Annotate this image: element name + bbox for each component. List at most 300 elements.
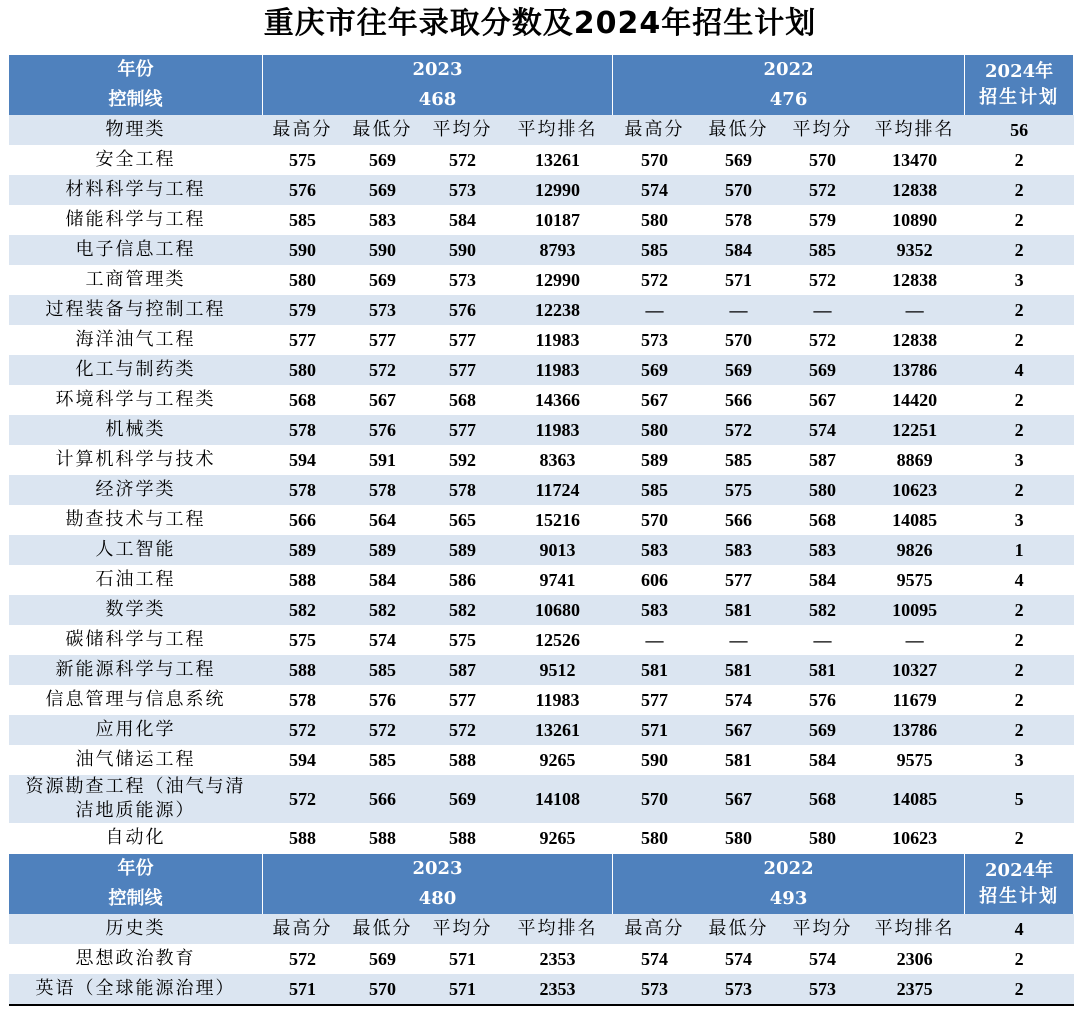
score-cell: 573 <box>423 265 503 295</box>
score-cell: 580 <box>613 205 697 235</box>
score-cell: 585 <box>343 745 423 775</box>
score-cell: 578 <box>343 475 423 505</box>
major-name: 储能科学与工程 <box>9 205 263 235</box>
score-cell: 594 <box>263 445 343 475</box>
column-header: 平均排名 <box>865 914 965 944</box>
table-row <box>9 445 1074 475</box>
column-header: 平均排名 <box>503 914 613 944</box>
score-cell: 574 <box>697 944 781 974</box>
score-cell: 568 <box>781 505 865 535</box>
score-cell: 580 <box>781 475 865 505</box>
score-cell: 12526 <box>503 625 613 655</box>
score-cell: 11983 <box>503 325 613 355</box>
score-cell: 569 <box>343 145 423 175</box>
table-row <box>9 625 1074 655</box>
score-cell: 573 <box>697 974 781 1005</box>
plan-header-line1: 2024年 <box>985 61 1054 82</box>
table-row <box>9 235 1074 265</box>
score-cell: 567 <box>697 715 781 745</box>
score-cell: 11679 <box>865 685 965 715</box>
score-cell: 584 <box>781 565 865 595</box>
column-header: 最高分 <box>263 115 343 145</box>
table-row <box>9 295 1074 325</box>
year-label: 年份 <box>9 854 263 885</box>
score-cell: 582 <box>263 595 343 625</box>
score-cell: 572 <box>781 325 865 355</box>
score-cell: 589 <box>613 445 697 475</box>
score-cell: 573 <box>781 974 865 1005</box>
score-cell: 584 <box>423 205 503 235</box>
score-cell: 581 <box>697 655 781 685</box>
score-cell: 569 <box>613 355 697 385</box>
score-cell: 582 <box>423 595 503 625</box>
plan-count: 3 <box>965 445 1074 475</box>
table-row <box>9 265 1074 295</box>
table-row <box>9 775 1074 823</box>
score-cell: 14420 <box>865 385 965 415</box>
score-cell: 568 <box>423 385 503 415</box>
table-row <box>9 145 1074 175</box>
plan-count: 2 <box>965 625 1074 655</box>
category-label: 历史类 <box>9 914 263 944</box>
plan-header-line2: 招生计划 <box>979 886 1060 907</box>
plan-header-line1: 2024年 <box>985 860 1054 881</box>
column-header: 平均排名 <box>503 115 613 145</box>
score-cell: 577 <box>343 325 423 355</box>
score-cell: 9352 <box>865 235 965 265</box>
score-cell: 577 <box>263 325 343 355</box>
plan-count: 2 <box>965 595 1074 625</box>
major-name: 信息管理与信息系统 <box>9 685 263 715</box>
major-name: 新能源科学与工程 <box>9 655 263 685</box>
score-cell: 587 <box>423 655 503 685</box>
score-cell: 9826 <box>865 535 965 565</box>
score-cell: 578 <box>423 475 503 505</box>
major-name: 经济学类 <box>9 475 263 505</box>
score-cell: 565 <box>423 505 503 535</box>
score-cell: 571 <box>263 974 343 1005</box>
major-name-line2: 洁地质能源） <box>75 800 196 821</box>
plan-count: 3 <box>965 745 1074 775</box>
score-cell: 10890 <box>865 205 965 235</box>
plan-count: 3 <box>965 505 1074 535</box>
column-header: 平均分 <box>781 914 865 944</box>
score-cell: 566 <box>697 385 781 415</box>
score-cell: 570 <box>613 775 697 823</box>
score-cell: 14366 <box>503 385 613 415</box>
score-cell: 9013 <box>503 535 613 565</box>
score-cell: — <box>865 625 965 655</box>
score-cell: 570 <box>613 505 697 535</box>
score-cell: 8793 <box>503 235 613 265</box>
score-cell: 572 <box>613 265 697 295</box>
score-cell: 8363 <box>503 445 613 475</box>
score-cell: 590 <box>613 745 697 775</box>
score-cell: 573 <box>613 974 697 1005</box>
score-cell: — <box>697 625 781 655</box>
year-header-row <box>9 55 1074 86</box>
column-header: 最高分 <box>613 115 697 145</box>
score-cell: 12990 <box>503 265 613 295</box>
control-line-2023: 480 <box>263 884 613 914</box>
column-header: 最低分 <box>697 115 781 145</box>
score-cell: 12838 <box>865 325 965 355</box>
major-name: 环境科学与工程类 <box>9 385 263 415</box>
score-cell: 578 <box>263 685 343 715</box>
score-cell: 12990 <box>503 175 613 205</box>
major-name: 材料科学与工程 <box>9 175 263 205</box>
major-name: 工商管理类 <box>9 265 263 295</box>
score-cell: 577 <box>423 685 503 715</box>
plan-count: 4 <box>965 355 1074 385</box>
major-name: 油气储运工程 <box>9 745 263 775</box>
control-line-label: 控制线 <box>9 85 263 115</box>
score-cell: 576 <box>343 685 423 715</box>
score-cell: 578 <box>263 415 343 445</box>
score-cell: 575 <box>697 475 781 505</box>
score-cell: 569 <box>343 944 423 974</box>
table-row <box>9 745 1074 775</box>
table-row <box>9 715 1074 745</box>
score-cell: 589 <box>343 535 423 565</box>
score-cell: 11983 <box>503 355 613 385</box>
plan-count: 2 <box>965 715 1074 745</box>
score-cell: 15216 <box>503 505 613 535</box>
score-cell: 584 <box>343 565 423 595</box>
score-cell: 570 <box>613 145 697 175</box>
score-cell: — <box>781 295 865 325</box>
score-cell: 580 <box>613 823 697 854</box>
score-cell: 575 <box>423 625 503 655</box>
score-cell: 574 <box>781 415 865 445</box>
table-row <box>9 565 1074 595</box>
score-cell: 591 <box>343 445 423 475</box>
major-name: 数学类 <box>9 595 263 625</box>
score-cell: 574 <box>613 944 697 974</box>
score-cell: 577 <box>423 355 503 385</box>
score-cell: 574 <box>343 625 423 655</box>
column-header: 最高分 <box>263 914 343 944</box>
column-header: 最低分 <box>697 914 781 944</box>
score-cell: 589 <box>423 535 503 565</box>
score-cell: 568 <box>781 775 865 823</box>
score-cell: 583 <box>613 595 697 625</box>
score-cell: 577 <box>613 685 697 715</box>
score-cell: 14085 <box>865 505 965 535</box>
column-header-row <box>9 914 1074 944</box>
score-cell: 579 <box>263 295 343 325</box>
score-cell: 572 <box>781 175 865 205</box>
year-2022-header: 2022 <box>613 55 965 86</box>
control-line-label: 控制线 <box>9 884 263 914</box>
plan-count: 2 <box>965 235 1074 265</box>
score-cell: 564 <box>343 505 423 535</box>
score-cell: 14085 <box>865 775 965 823</box>
score-cell: 571 <box>423 944 503 974</box>
score-cell: 570 <box>697 175 781 205</box>
score-cell: 566 <box>697 505 781 535</box>
plan-count: 2 <box>965 175 1074 205</box>
score-cell: 588 <box>263 655 343 685</box>
major-name: 电子信息工程 <box>9 235 263 265</box>
score-cell: 570 <box>343 974 423 1005</box>
score-cell: 572 <box>697 415 781 445</box>
plan-count: 2 <box>965 944 1074 974</box>
score-cell: 590 <box>263 235 343 265</box>
score-cell: 572 <box>423 715 503 745</box>
plan-count: 1 <box>965 535 1074 565</box>
score-cell: — <box>865 295 965 325</box>
score-cell: 588 <box>423 745 503 775</box>
score-cell: 592 <box>423 445 503 475</box>
score-cell: 590 <box>423 235 503 265</box>
score-cell: 573 <box>613 325 697 355</box>
major-name: 英语（全球能源治理） <box>9 974 263 1005</box>
score-cell: 574 <box>781 944 865 974</box>
score-cell: 11724 <box>503 475 613 505</box>
score-cell: 566 <box>263 505 343 535</box>
score-cell: 568 <box>263 385 343 415</box>
table-row <box>9 595 1074 625</box>
score-cell: 10187 <box>503 205 613 235</box>
plan-count: 2 <box>965 145 1074 175</box>
score-cell: 571 <box>613 715 697 745</box>
plan-header <box>965 55 1074 116</box>
score-cell: 569 <box>697 145 781 175</box>
table-row <box>9 974 1074 1005</box>
score-cell: 580 <box>613 415 697 445</box>
control-line-2022: 493 <box>613 884 965 914</box>
score-cell: 567 <box>697 775 781 823</box>
score-cell: 583 <box>781 535 865 565</box>
score-cell: 580 <box>781 823 865 854</box>
score-cell: 576 <box>263 175 343 205</box>
score-cell: 580 <box>263 355 343 385</box>
major-name: 计算机科学与技术 <box>9 445 263 475</box>
score-cell: 574 <box>697 685 781 715</box>
score-cell: 590 <box>343 235 423 265</box>
score-cell: 13261 <box>503 715 613 745</box>
score-cell: 588 <box>423 823 503 854</box>
table-row <box>9 535 1074 565</box>
column-header: 平均排名 <box>865 115 965 145</box>
score-cell: 567 <box>343 385 423 415</box>
major-name-line1: 资源勘查工程（油气与清 <box>25 776 246 797</box>
table-row <box>9 325 1074 355</box>
plan-header-line2: 招生计划 <box>979 87 1060 108</box>
column-header: 平均分 <box>423 914 503 944</box>
table-row <box>9 415 1074 445</box>
plan-header <box>965 854 1074 915</box>
score-cell: 587 <box>781 445 865 475</box>
score-cell: 585 <box>781 235 865 265</box>
score-cell: 594 <box>263 745 343 775</box>
score-cell: 575 <box>263 625 343 655</box>
major-name: 应用化学 <box>9 715 263 745</box>
column-header: 平均分 <box>423 115 503 145</box>
score-cell: 572 <box>263 775 343 823</box>
score-cell: 9741 <box>503 565 613 595</box>
score-cell: 576 <box>781 685 865 715</box>
plan-count: 2 <box>965 685 1074 715</box>
score-cell: 577 <box>697 565 781 595</box>
score-cell: 582 <box>781 595 865 625</box>
score-cell: 9265 <box>503 823 613 854</box>
score-cell: 14108 <box>503 775 613 823</box>
page-title: 重庆市往年录取分数及2024年招生计划 <box>263 6 817 41</box>
major-name <box>9 775 263 823</box>
score-cell: 10095 <box>865 595 965 625</box>
category-label: 物理类 <box>9 115 263 145</box>
table-row <box>9 944 1074 974</box>
column-header: 最低分 <box>343 115 423 145</box>
table-row <box>9 205 1074 235</box>
score-cell: 586 <box>423 565 503 595</box>
score-cell: 585 <box>613 475 697 505</box>
score-cell: 585 <box>697 445 781 475</box>
table-row <box>9 175 1074 205</box>
plan-count: 2 <box>965 415 1074 445</box>
control-line-row <box>9 884 1074 914</box>
score-cell: 578 <box>697 205 781 235</box>
score-cell: 577 <box>423 415 503 445</box>
score-cell: 577 <box>423 325 503 355</box>
score-cell: 582 <box>343 595 423 625</box>
score-cell: 10327 <box>865 655 965 685</box>
score-cell: 572 <box>263 944 343 974</box>
score-cell: 2375 <box>865 974 965 1005</box>
score-cell: — <box>613 295 697 325</box>
score-cell: 580 <box>263 265 343 295</box>
score-cell: 10623 <box>865 475 965 505</box>
plan-count: 2 <box>965 823 1074 854</box>
score-cell: 13470 <box>865 145 965 175</box>
score-cell: 9512 <box>503 655 613 685</box>
column-header: 平均分 <box>781 115 865 145</box>
score-cell: 589 <box>263 535 343 565</box>
column-header-row <box>9 115 1074 145</box>
major-name: 碳储科学与工程 <box>9 625 263 655</box>
table-row <box>9 823 1074 854</box>
score-cell: 578 <box>263 475 343 505</box>
major-name: 安全工程 <box>9 145 263 175</box>
score-cell: 581 <box>781 655 865 685</box>
score-cell: 572 <box>263 715 343 745</box>
score-cell: 572 <box>343 355 423 385</box>
score-cell: — <box>613 625 697 655</box>
score-cell: 12238 <box>503 295 613 325</box>
score-cell: 2353 <box>503 974 613 1005</box>
score-cell: 9575 <box>865 745 965 775</box>
score-cell: 13261 <box>503 145 613 175</box>
control-line-2022: 476 <box>613 85 965 115</box>
score-cell: 588 <box>263 823 343 854</box>
score-cell: 12838 <box>865 175 965 205</box>
control-line-row <box>9 85 1074 115</box>
score-cell: 585 <box>343 655 423 685</box>
score-cell: 572 <box>423 145 503 175</box>
score-cell: 579 <box>781 205 865 235</box>
score-cell: 584 <box>781 745 865 775</box>
score-cell: 581 <box>697 595 781 625</box>
year-2023-header: 2023 <box>263 55 613 86</box>
score-cell: 13786 <box>865 715 965 745</box>
score-cell: 566 <box>343 775 423 823</box>
year-2022-header: 2022 <box>613 854 965 885</box>
major-name: 机械类 <box>9 415 263 445</box>
major-name: 勘查技术与工程 <box>9 505 263 535</box>
category-plan-total: 4 <box>965 914 1074 944</box>
plan-count: 3 <box>965 265 1074 295</box>
score-cell: 2306 <box>865 944 965 974</box>
score-cell: 588 <box>343 823 423 854</box>
score-cell: 10680 <box>503 595 613 625</box>
score-cell: 569 <box>697 355 781 385</box>
score-cell: 569 <box>423 775 503 823</box>
score-cell: 584 <box>697 235 781 265</box>
table-row <box>9 505 1074 535</box>
score-cell: 571 <box>697 265 781 295</box>
score-cell: 572 <box>781 265 865 295</box>
table-row <box>9 385 1074 415</box>
score-cell: 567 <box>781 385 865 415</box>
score-cell: 13786 <box>865 355 965 385</box>
table-row <box>9 475 1074 505</box>
year-2023-header: 2023 <box>263 854 613 885</box>
table-row <box>9 355 1074 385</box>
table-row <box>9 655 1074 685</box>
score-cell: 583 <box>613 535 697 565</box>
score-cell: 569 <box>781 355 865 385</box>
score-cell: 9575 <box>865 565 965 595</box>
control-line-2023: 468 <box>263 85 613 115</box>
score-cell: 576 <box>423 295 503 325</box>
score-cell: — <box>697 295 781 325</box>
score-cell: 585 <box>613 235 697 265</box>
score-cell: — <box>781 625 865 655</box>
plan-count: 2 <box>965 385 1074 415</box>
plan-count: 2 <box>965 655 1074 685</box>
plan-count: 5 <box>965 775 1074 823</box>
score-cell: 606 <box>613 565 697 595</box>
score-cell: 576 <box>343 415 423 445</box>
column-header: 最高分 <box>613 914 697 944</box>
plan-count: 4 <box>965 565 1074 595</box>
score-cell: 585 <box>263 205 343 235</box>
admission-scores-table <box>8 54 1074 1006</box>
score-cell: 10623 <box>865 823 965 854</box>
major-name: 过程装备与控制工程 <box>9 295 263 325</box>
table-row <box>9 685 1074 715</box>
score-cell: 571 <box>423 974 503 1005</box>
major-name: 石油工程 <box>9 565 263 595</box>
score-cell: 9265 <box>503 745 613 775</box>
score-cell: 569 <box>781 715 865 745</box>
score-cell: 569 <box>343 175 423 205</box>
score-cell: 583 <box>343 205 423 235</box>
score-cell: 583 <box>697 535 781 565</box>
major-name: 思想政治教育 <box>9 944 263 974</box>
plan-count: 2 <box>965 295 1074 325</box>
year-header-row <box>9 854 1074 885</box>
score-cell: 580 <box>697 823 781 854</box>
score-cell: 567 <box>613 385 697 415</box>
score-cell: 11983 <box>503 415 613 445</box>
score-cell: 8869 <box>865 445 965 475</box>
major-name: 化工与制药类 <box>9 355 263 385</box>
score-cell: 575 <box>263 145 343 175</box>
year-label: 年份 <box>9 55 263 86</box>
